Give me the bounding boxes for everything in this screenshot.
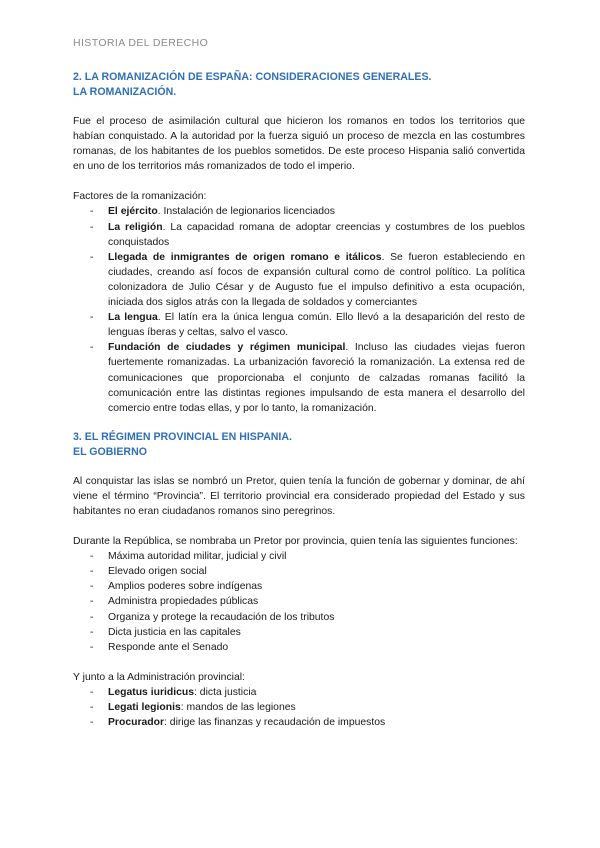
factor-text: . Incluso las ciudades viejas fueron fuertemente romanizadas. La urbanización favoreció la romanización. La extensa red de comunicaciones que proporcionaba el conjunto de calzadas romanas facilitó la comunicación entre las distintas regiones impulsando de esta manera el desarrollo del comercio entre todas ellas, y por lo tanto, la romanización.	[108, 342, 525, 414]
list-item: - Elevado origen social	[73, 564, 525, 579]
factor-term: La religión	[108, 221, 163, 233]
factor-term: Fundación de ciudades y régimen municipal	[108, 342, 346, 354]
list-item: - Organiza y protege la recaudación de los tributos	[73, 610, 525, 625]
factor-term: El ejército	[108, 206, 158, 218]
section-2-heading-line1: 2. LA ROMANIZACIÓN DE ESPAÑA: CONSIDERACIONES GENERALES.	[73, 71, 432, 83]
admin-title: Y junto a la Administración provincial:	[73, 671, 245, 683]
factor-text: . Se fueron estableciendo en ciudades, creando así focos de expansión cultural como de control político. La política colonizadora de Julio César y de Augusto fue el impulso definitivo a esta ocupación, iniciada dos siglos atrás con la llegada de soldados y comerciantes	[108, 251, 525, 309]
list-item: - Amplios poderes sobre indígenas	[73, 579, 525, 594]
section-2	[73, 70, 525, 416]
section-3	[73, 430, 525, 730]
section-2-heading	[73, 70, 525, 100]
factor-term: La lengua	[108, 312, 158, 324]
factors-title: Factores de la romanización:	[73, 191, 207, 203]
section-3-heading	[73, 430, 525, 460]
list-item: - Administra propiedades públicas	[73, 594, 525, 609]
section-2-heading-line2: LA ROMANIZACIÓN.	[73, 86, 177, 98]
list-item	[73, 204, 525, 219]
section-3-heading-line2: EL GOBIERNO	[73, 445, 147, 458]
list-item	[73, 685, 525, 700]
running-header: HISTORIA DEL DERECHO	[73, 37, 209, 49]
list-item: - Dicta justicia en las capitales	[73, 625, 525, 640]
list-item: - Responde ante el Senado	[73, 640, 525, 655]
factor-text: . El latín era la única lengua común. Ello llevó a la desaparición del resto de lenguas íberas y celtas, salvo el vasco.	[108, 312, 526, 339]
romanizacion-intro: Fue el proceso de asimilación cultural que hicieron los romanos en todos los territorios que habían conquistado. A la autoridad por la fuerza siguió un proceso de mezcla en las costumbres romanas, de los habitantes de los pueblos sometidos. De este proceso Hispania salió convertida en uno de los territorios más romanizados de todo el imperio.	[73, 116, 525, 173]
factor-text: . La capacidad romana de adoptar creencias y costumbres de los pueblos conquistados	[108, 221, 525, 248]
list-item: - Máxima autoridad militar, judicial y civil	[73, 549, 525, 564]
list-item	[73, 310, 525, 340]
factor-term: Llegada de inmigrantes de origen romano e itálicos	[108, 251, 382, 263]
section-3-heading-line1: 3. EL RÉGIMEN PROVINCIAL EN HISPANIA.	[73, 430, 292, 443]
list-item	[73, 220, 525, 250]
list-item	[73, 340, 525, 415]
list-item	[73, 250, 525, 310]
list-item	[73, 715, 525, 730]
gobierno-paragraph-2: Durante la República, se nombraba un Pretor por provincia, quien tenía las siguientes funciones:	[73, 536, 518, 548]
document-body	[73, 70, 525, 730]
gobierno-paragraph-1: Al conquistar las islas se nombró un Pretor, quien tenía la función de gobernar y dominar, de ahí viene el término “Provincia”. El territorio provincial era considerado propiedad del Estado y sus habitantes no eran ciudadanos romanos sino peregrinos.	[73, 475, 525, 517]
admin-term: Legatus iuridicus	[108, 686, 195, 698]
admin-text: : dicta justicia	[194, 686, 257, 698]
list-item	[73, 700, 525, 715]
admin-text: : mandos de las legiones	[180, 702, 296, 713]
admin-list	[73, 685, 525, 730]
admin-text: : dirige las finanzas y recaudación de impuestos	[164, 717, 386, 729]
factor-text: . Instalación de legionarios licenciados	[157, 206, 335, 218]
factors-list	[73, 204, 525, 415]
admin-term: Legati legionis	[108, 702, 181, 713]
admin-term: Procurador	[108, 717, 165, 729]
pretor-functions-list	[73, 549, 525, 655]
